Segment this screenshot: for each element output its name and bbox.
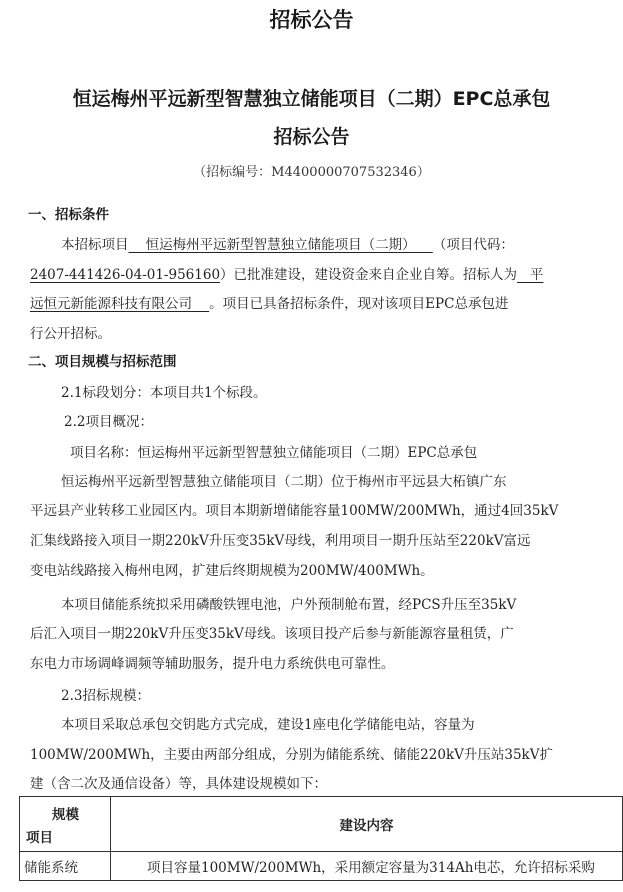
- overview-heading: 2.2项目概况：: [64, 414, 153, 430]
- overview-p1-line2: 平远县产业转移工业园区内。项目本期新增储能容量100MW/200MWh，通过4回35kV: [30, 503, 559, 519]
- lot-division: 2.1标段划分：本项目共1个标段。: [61, 385, 267, 401]
- project-code: 2407-441426-04-01-956160: [30, 267, 221, 283]
- section1-line1: [61, 233, 514, 253]
- project-name-line: 项目名称：恒运梅州平远新型智慧独立储能项目（二期）EPC总承包: [70, 445, 478, 461]
- text-prefix: 本招标项目: [61, 237, 129, 253]
- section1-line3: [30, 292, 508, 312]
- table-row: [20, 852, 623, 881]
- project-name-underlined: 恒运梅州平远新型智慧独立储能项目（二期）: [145, 237, 416, 253]
- scale-heading: 2.3招标规模：: [61, 688, 150, 704]
- tender-number: （招标编号：M4400000707532346）: [193, 165, 430, 180]
- section1-heading: 一、招标条件: [28, 207, 109, 223]
- section2-heading: 二、项目规模与招标范围: [28, 354, 177, 370]
- tenderer-name-end: 远恒元新能源科技有限公司: [30, 296, 192, 312]
- header-scale: 规模: [52, 807, 79, 823]
- text-suffix: （项目代码：: [432, 237, 514, 253]
- overview-p2-line3: 东电力市场调峰调频等辅助服务，提升电力系统供电可靠性。: [30, 656, 395, 672]
- overview-p1-line4: 变电站线路接入梅州电网，扩建后终期规模为200MW/400MWh。: [30, 563, 434, 579]
- text-conditions: 。项目已具备招标条件，现对该项目EPC总承包进: [209, 296, 509, 312]
- overview-p2-line2: 后汇入项目一期220kV升压变35kV母线。该项目投产后参与新能源容量租赁，广: [30, 626, 514, 642]
- table-header-row: [20, 797, 623, 852]
- scale-line1: 本项目采取总承包交钥匙方式完成，建设1座电化学储能电站，容量为: [61, 717, 475, 733]
- section1-line2: [30, 263, 543, 283]
- scale-line2: 100MW/200MWh，主要由两部分组成，分别为储能系统、储能220kV升压站35kV扩: [30, 747, 553, 763]
- row-item: 储能系统: [20, 852, 111, 881]
- scale-line3: 建（含二次及通信设备）等，具体建设规模如下：: [30, 776, 327, 792]
- overview-p2-line1: 本项目储能系统拟采用磷酸铁锂电池，户外预制舱布置，经PCS升压至35kV: [61, 597, 517, 613]
- text-approval: ）已批准建设，建设资金来自企业自筹。招标人为: [220, 267, 518, 283]
- section1-line4: 行公开招标。: [30, 326, 111, 342]
- tenderer-name-start: 平: [529, 267, 544, 283]
- header-content: 建设内容: [111, 797, 623, 852]
- overview-p1-line1: 恒运梅州平远新型智慧独立储能项目（二期）位于梅州市平远县大柘镇广东: [61, 474, 507, 490]
- construction-scope-table: [19, 796, 623, 881]
- overview-p1-line3: 汇集线路接入项目一期220kV升压变35kV母线，利用项目一期升压站至220kV富远: [30, 533, 531, 549]
- header-item: 项目: [26, 830, 53, 846]
- table-corner-header: [20, 797, 111, 852]
- project-title: 恒运梅州平远新型智慧独立储能项目（二期）EPC总承包: [72, 88, 551, 110]
- page-title: 招标公告: [269, 8, 354, 32]
- row-content: 项目容量100MW/200MWh，采用额定容量为314Ah电芯，允许招标采购: [111, 852, 623, 881]
- document-subtitle: 招标公告: [273, 126, 350, 148]
